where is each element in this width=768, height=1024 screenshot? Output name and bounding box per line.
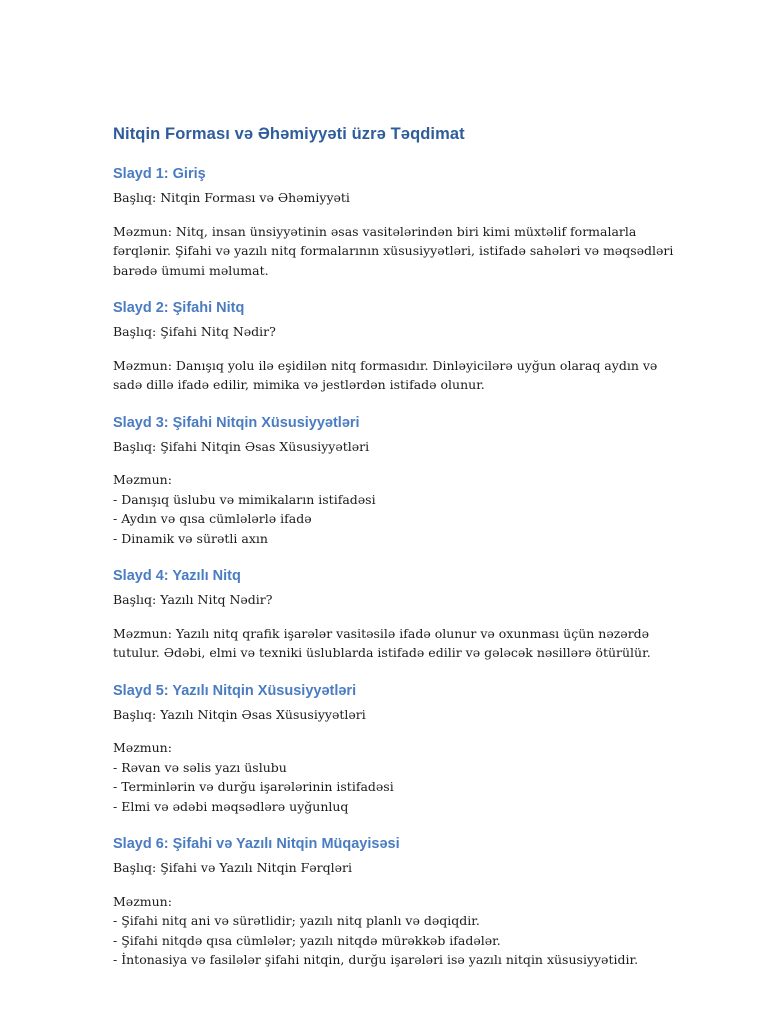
slide-content-line: Məzmun: Nitq, insan ünsiyyətinin əsas vasitələrindən biri kimi müxtəlif formalarla xyxy=(113,223,637,239)
slide-subtitle: Başlıq: Şifahi Nitqin Əsas Xüsusiyyətləri xyxy=(113,438,370,454)
slide-subtitle: Başlıq: Yazılı Nitqin Əsas Xüsusiyyətləri xyxy=(113,706,366,722)
slide-content-line: fərqlənir. Şifahi və yazılı nitq formalarının xüsusiyyətləri, istifadə sahələri və məqsədləri xyxy=(113,243,674,258)
slide-section-1 xyxy=(113,162,673,280)
slide-section-5 xyxy=(113,679,673,817)
slide-content-line: Məzmun: xyxy=(113,893,172,909)
slide-section-2 xyxy=(113,296,673,395)
slide-content-line: - Danışıq üslubu və mimikaların istifadəsi xyxy=(113,491,376,507)
slide-heading: Slayd 3: Şifahi Nitqin Xüsusiyyətləri xyxy=(113,414,360,431)
slide-content-line: - Elmi və ədəbi məqsədlərə uyğunluq xyxy=(113,798,349,814)
document-title: Nitqin Forması və Əhəmiyyəti üzrə Təqdimat xyxy=(113,125,465,143)
slide-heading: Slayd 6: Şifahi və Yazılı Nitqin Müqayisəsi xyxy=(113,836,400,852)
slide-content-line: - Şifahi nitq ani və sürətlidir; yazılı nitq planlı və dəqiqdir. xyxy=(113,913,480,928)
document-body xyxy=(113,120,673,970)
slide-content-line: - Rəvan və səlis yazı üslubu xyxy=(113,759,287,775)
slide-content-line: Məzmun: xyxy=(113,740,172,755)
slide-content-line: - Aydın və qısa cümlələrlə ifadə xyxy=(113,511,312,526)
slide-heading: Slayd 4: Yazılı Nitq xyxy=(113,568,241,584)
slide-section-6 xyxy=(113,832,673,970)
slide-subtitle: Başlıq: Yazılı Nitq Nədir? xyxy=(113,592,273,607)
slide-content-line: sadə dillə ifadə edilir, mimika və jestlərdən istifadə olunur. xyxy=(113,377,485,392)
slide-section-4 xyxy=(113,564,673,663)
slide-content-line: Məzmun: Danışıq yolu ilə eşidilən nitq formasıdır. Dinləyicilərə uyğun olaraq aydın və xyxy=(113,357,658,373)
slide-content-line: - Dinamik və sürətli axın xyxy=(113,530,268,546)
slide-subtitle: Başlıq: Şifahi Nitq Nədir? xyxy=(113,324,276,339)
slide-heading: Slayd 2: Şifahi Nitq xyxy=(113,300,245,316)
slide-subtitle: Başlıq: Şifahi və Yazılı Nitqin Fərqləri xyxy=(113,860,353,875)
slide-heading: Slayd 1: Giriş xyxy=(113,166,206,182)
slide-section-3 xyxy=(113,411,673,549)
slide-content-line: - Terminlərin və durğu işarələrinin istifadəsi xyxy=(113,779,394,794)
slide-content-line: tutulur. Ədəbi, elmi və texniki üslublarda istifadə edilir və gələcək nəsillərə ötürülür. xyxy=(113,645,651,660)
slide-content-line: barədə ümumi məlumat. xyxy=(113,262,269,278)
slide-heading: Slayd 5: Yazılı Nitqin Xüsusiyyətləri xyxy=(113,682,357,699)
slide-subtitle: Başlıq: Nitqin Forması və Əhəmiyyəti xyxy=(113,190,350,205)
slide-content-line: Məzmun: xyxy=(113,472,172,487)
slide-content-line: - Şifahi nitqdə qısa cümlələr; yazılı nitqdə mürəkkəb ifadələr. xyxy=(113,932,501,948)
slide-content-line: - İntonasiya və fasilələr şifahi nitqin, durğu işarələri isə yazılı nitqin xüsusiyyətidir. xyxy=(113,952,639,967)
slide-content-line: Məzmun: Yazılı nitq qrafik işarələr vasitəsilə ifadə olunur və oxunması üçün nəzərdə xyxy=(113,625,650,641)
